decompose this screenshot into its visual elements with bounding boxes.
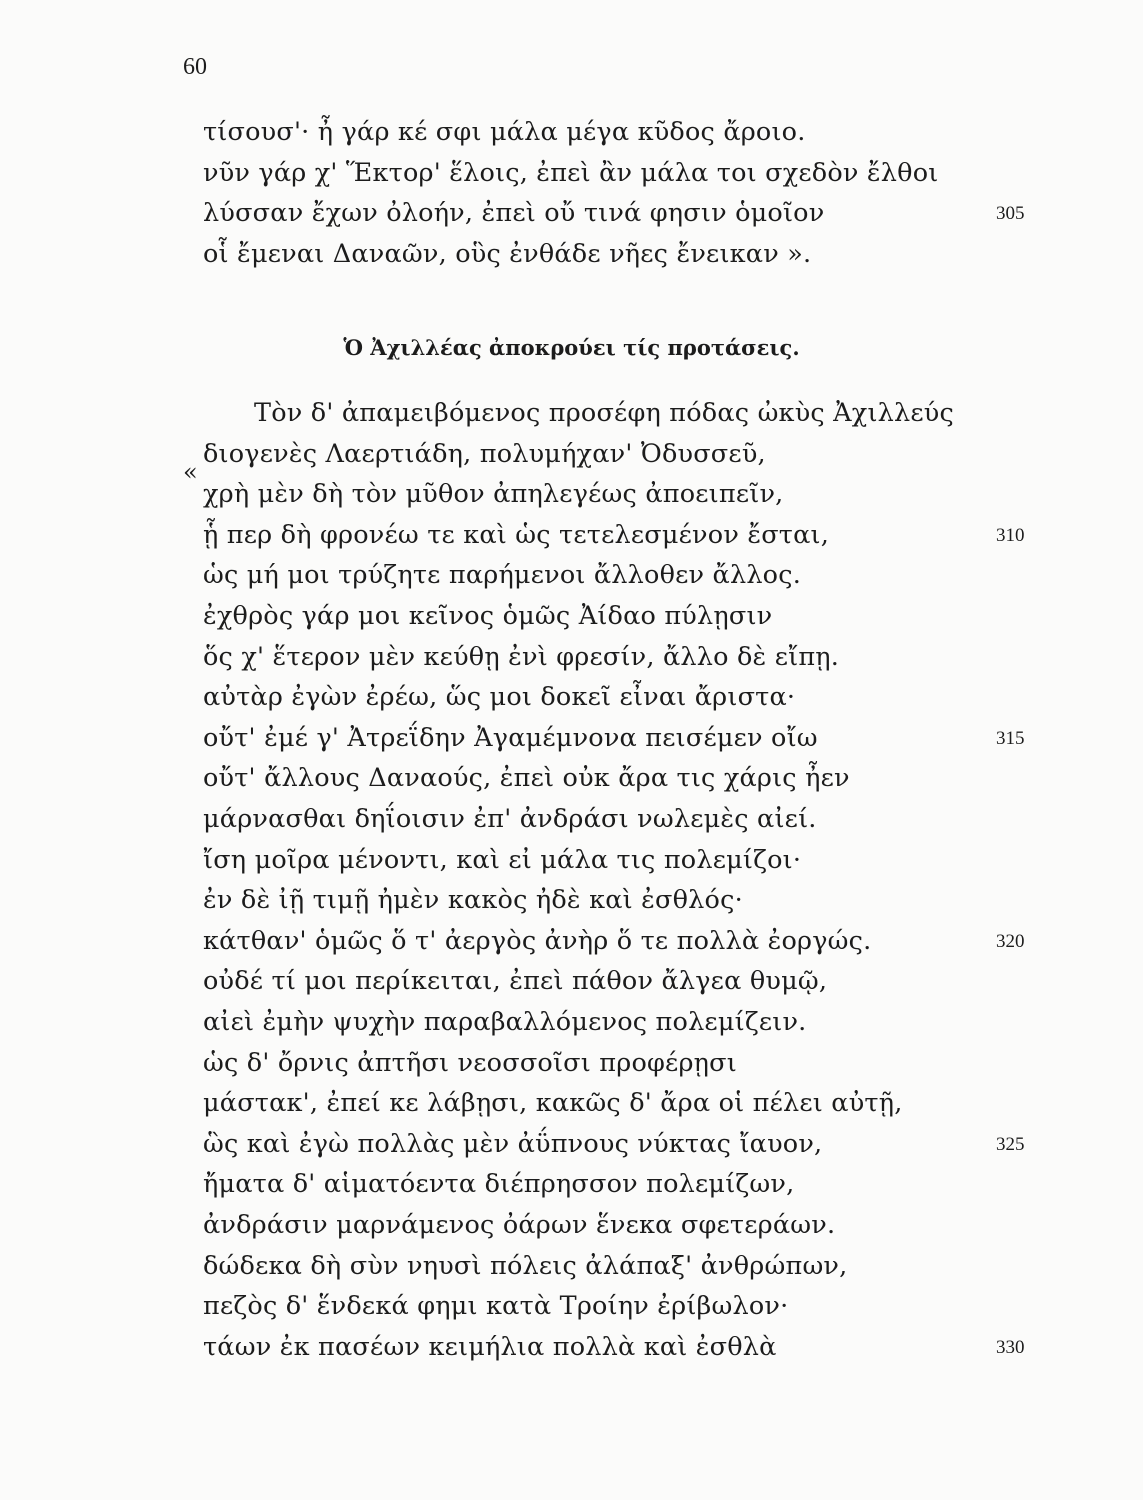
verse-line: ὣς καὶ ἐγὼ πολλὰς μὲν ἀΰπνους νύκτας ἴαυον,	[203, 1128, 823, 1159]
line-number: 330	[996, 1336, 1025, 1358]
verse-line: ἐν δὲ ἰῇ τιμῇ ἠμὲν κακὸς ἠδὲ καὶ ἐσθλός·	[203, 885, 743, 916]
line-number: 325	[996, 1133, 1025, 1155]
verse-line: μάρνασθαι δηΐοισιν ἐπ' ἀνδράσι νωλεμὲς αἰεί.	[203, 804, 817, 834]
verse-line: ἴση μοῖρα μένοντι, καὶ εἰ μάλα τις πολεμίζοι·	[203, 844, 802, 875]
verse-line: ὅς χ' ἕτερον μὲν κεύθῃ ἐνὶ φρεσίν, ἄλλο δὲ εἴπῃ.	[203, 641, 840, 672]
verse-line: δώδεκα δὴ σὺν νηυσὶ πόλεις ἀλάπαξ' ἀνθρώπων,	[203, 1250, 848, 1281]
verse-line: ἤματα δ' αἱματόεντα διέπρησσον πολεμίζων,	[203, 1169, 795, 1200]
verse-line: τάων ἐκ πασέων κειμήλια πολλὰ καὶ ἐσθλὰ	[203, 1331, 777, 1362]
line-number: 315	[996, 727, 1025, 749]
verse-line: πεζὸς δ' ἕνδεκά φημι κατὰ Τροίην ἐρίβωλον·	[203, 1291, 789, 1322]
verse-line: νῦν γάρ χ' Ἕκτορ' ἕλοις, ἐπεὶ ἂν μάλα τοι σχεδὸν ἔλθοι	[203, 157, 939, 188]
verse-line: μάστακ', ἐπεί κε λάβῃσι, κακῶς δ' ἄρα οἱ πέλει αὐτῇ,	[203, 1088, 903, 1119]
verse-line: κάτθαν' ὁμῶς ὅ τ' ἀεργὸς ἀνὴρ ὅ τε πολλὰ ἐοργώς.	[203, 925, 872, 956]
verse-line: τίσουσ'· ἦ γάρ κέ σφι μάλα μέγα κῦδος ἄροιο.	[203, 117, 806, 147]
line-number: 305	[996, 203, 1025, 224]
line-number: 320	[996, 930, 1025, 952]
verse-line: ὡς δ' ὄρνις ἀπτῆσι νεοσσοῖσι προφέρῃσι	[203, 1047, 737, 1078]
opening-quote-mark: «	[183, 458, 198, 486]
verse-line: Τὸν δ' ἀπαμειβόμενος προσέφη πόδας ὠκὺς Ἀχιλλεύς	[254, 398, 954, 428]
verse-line: ἀνδράσιν μαρνάμενος ὀάρων ἕνεκα σφετεράων.	[203, 1210, 836, 1240]
verse-line: ᾗ περ δὴ φρονέω τε καὶ ὡς τετελεσμένον ἔσται,	[203, 519, 830, 550]
verse-line: ὡς μή μοι τρύζητε παρήμενοι ἄλλοθεν ἄλλος.	[203, 560, 802, 591]
verse-line: οὔτ' ἐμέ γ' Ἀτρεΐδην Ἀγαμέμνονα πεισέμεν οἴω	[203, 722, 818, 753]
verse-line: ἐχθρὸς γάρ μοι κεῖνος ὁμῶς Ἀίδαο πύλῃσιν	[203, 601, 773, 631]
verse-line: διογενὲς Λαερτιάδη, πολυμήχαν' Ὀδυσσεῦ,	[203, 438, 766, 469]
section-heading: Ὁ Ἀχιλλέας ἀποκρούει τίς προτάσεις.	[343, 335, 800, 360]
page-number: 60	[183, 54, 207, 80]
verse-line: οἷ ἔμεναι Δαναῶν, οὓς ἐνθάδε νῆες ἔνεικαν ».	[203, 238, 812, 269]
verse-line: αὐτὰρ ἐγὼν ἐρέω, ὥς μοι δοκεῖ εἶναι ἄριστα·	[203, 682, 796, 713]
verse-line: λύσσαν ἔχων ὀλοήν, ἐπεὶ οὔ τινά φησιν ὁμοῖον	[203, 198, 825, 228]
verse-line: οὔτ' ἄλλους Δαναούς, ἐπεὶ οὐκ ἄρα τις χάρις ἦεν	[203, 763, 850, 794]
line-number: 310	[996, 524, 1025, 546]
verse-line: οὐδέ τί μοι περίκειται, ἐπεὶ πάθον ἄλγεα θυμῷ,	[203, 966, 828, 997]
verse-line: χρὴ μὲν δὴ τὸν μῦθον ἀπηλεγέως ἀποειπεῖν,	[203, 479, 784, 510]
verse-line: αἰεὶ ἐμὴν ψυχὴν παραβαλλόμενος πολεμίζειν.	[203, 1007, 807, 1037]
